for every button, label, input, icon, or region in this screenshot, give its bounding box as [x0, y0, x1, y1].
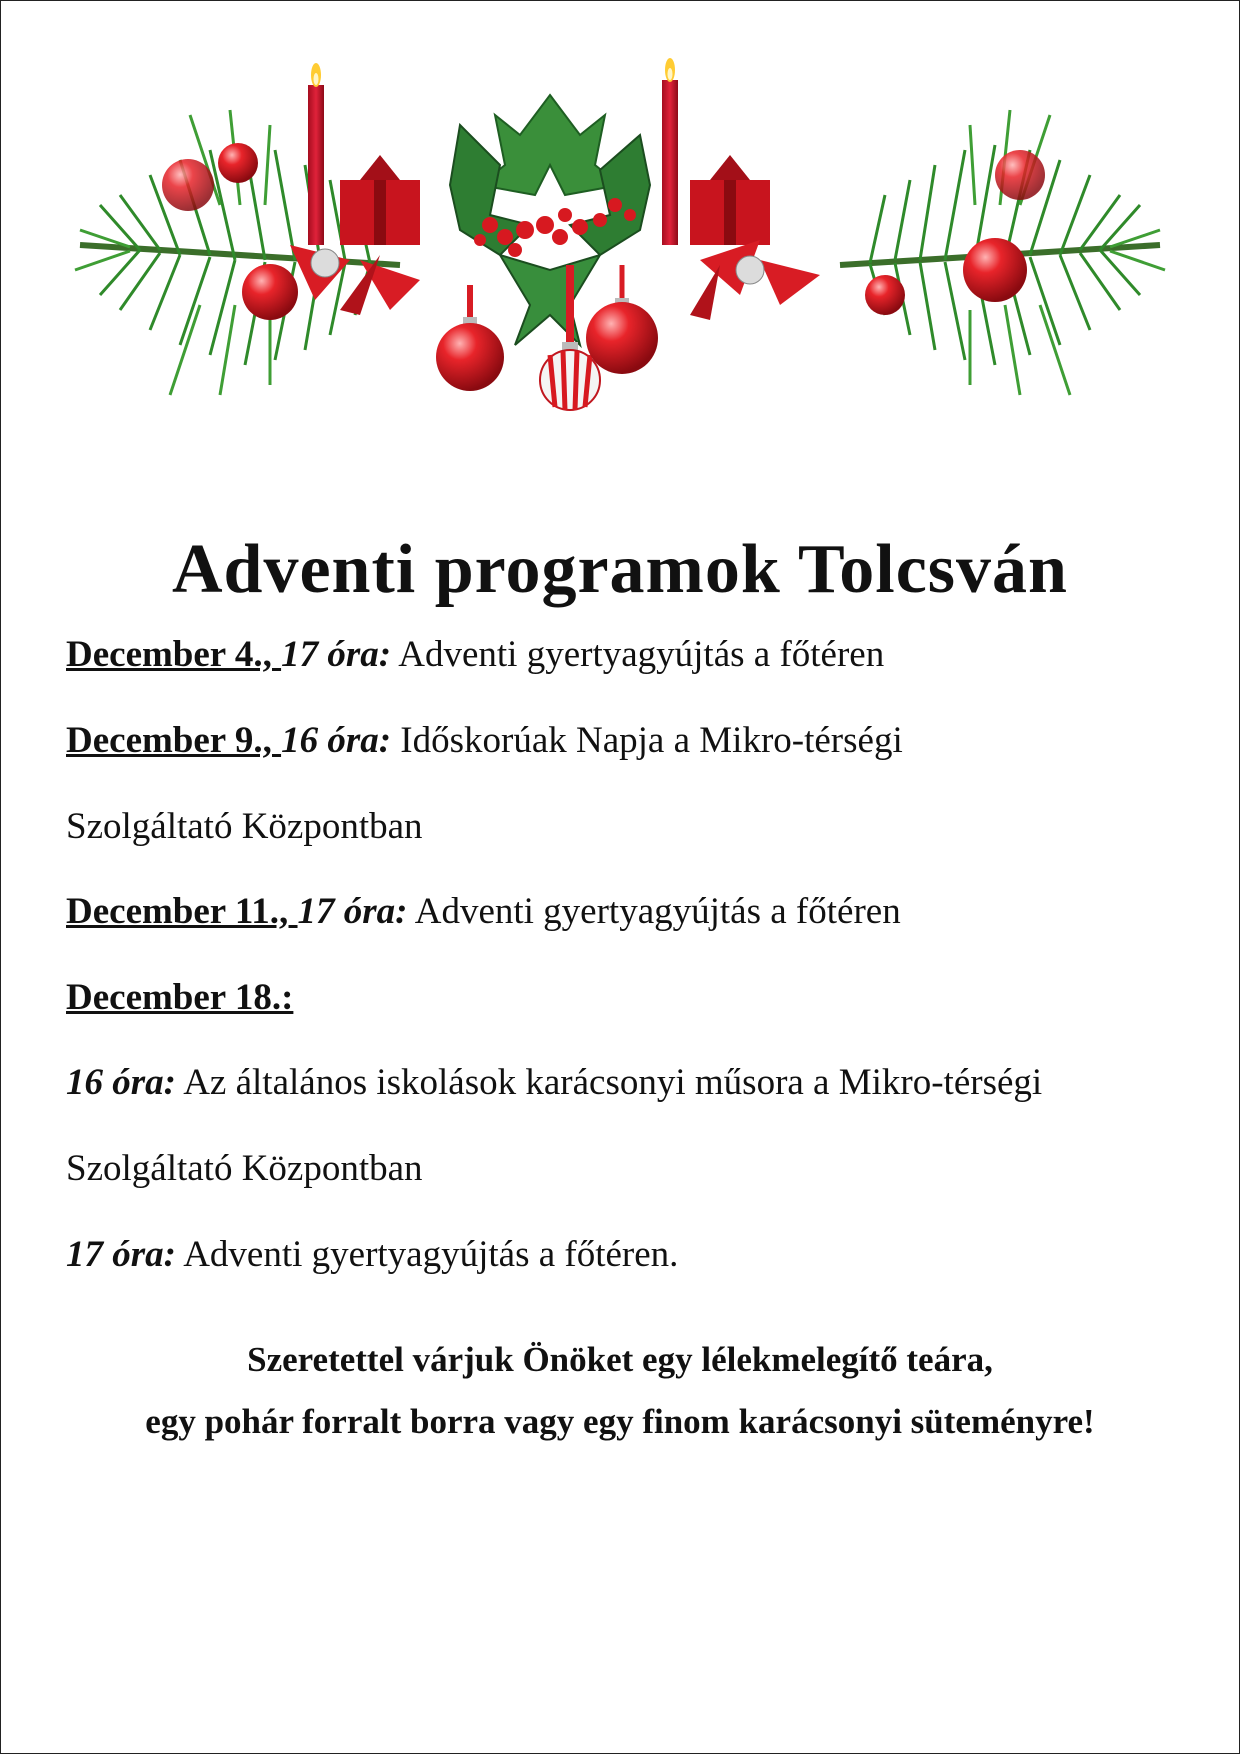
event-text: Adventi gyertyagyújtás a főtéren. — [175, 1234, 679, 1275]
event-line — [66, 890, 901, 933]
closing-line-1: Szeretettel várjuk Önöket egy lélekmelegítő teára, — [247, 1340, 993, 1379]
event-line — [66, 1061, 1042, 1104]
event-date: December 18.: — [66, 977, 294, 1018]
event-time: 17 óra: — [66, 1234, 176, 1275]
event-time: 16 óra: — [66, 1062, 176, 1103]
event-text: Adventi gyertyagyújtás a főtéren — [407, 891, 901, 932]
event-line — [66, 1233, 678, 1276]
event-text: Az általános iskolások karácsonyi műsora a Mikro-térségi — [175, 1062, 1043, 1103]
event-continuation: Szolgáltató Központban — [66, 1148, 423, 1189]
event-line — [66, 976, 293, 1019]
event-date: December 9., — [66, 720, 282, 761]
candle-left-icon — [308, 63, 324, 245]
gift-box-right-icon — [690, 155, 770, 245]
event-date: December 11., — [66, 891, 298, 932]
gift-box-left-icon — [340, 155, 420, 245]
event-line — [66, 719, 903, 762]
candle-right-icon — [662, 58, 678, 245]
event-text: Adventi gyertyagyújtás a főtéren — [391, 634, 885, 675]
closing-line-2: egy pohár forralt borra vagy egy finom karácsonyi süteményre! — [145, 1402, 1095, 1441]
event-text: Időskorúak Napja a Mikro-térségi — [391, 720, 903, 761]
event-date: December 4., — [66, 634, 282, 675]
event-time: 16 óra: — [281, 720, 392, 761]
event-time: 17 óra: — [281, 634, 392, 675]
event-continuation: Szolgáltató Központban — [66, 806, 423, 847]
page-title: Adventi programok Tolcsván — [172, 531, 1068, 608]
event-line — [66, 633, 884, 676]
event-time: 17 óra: — [297, 891, 408, 932]
christmas-decoration-image — [60, 55, 1180, 475]
